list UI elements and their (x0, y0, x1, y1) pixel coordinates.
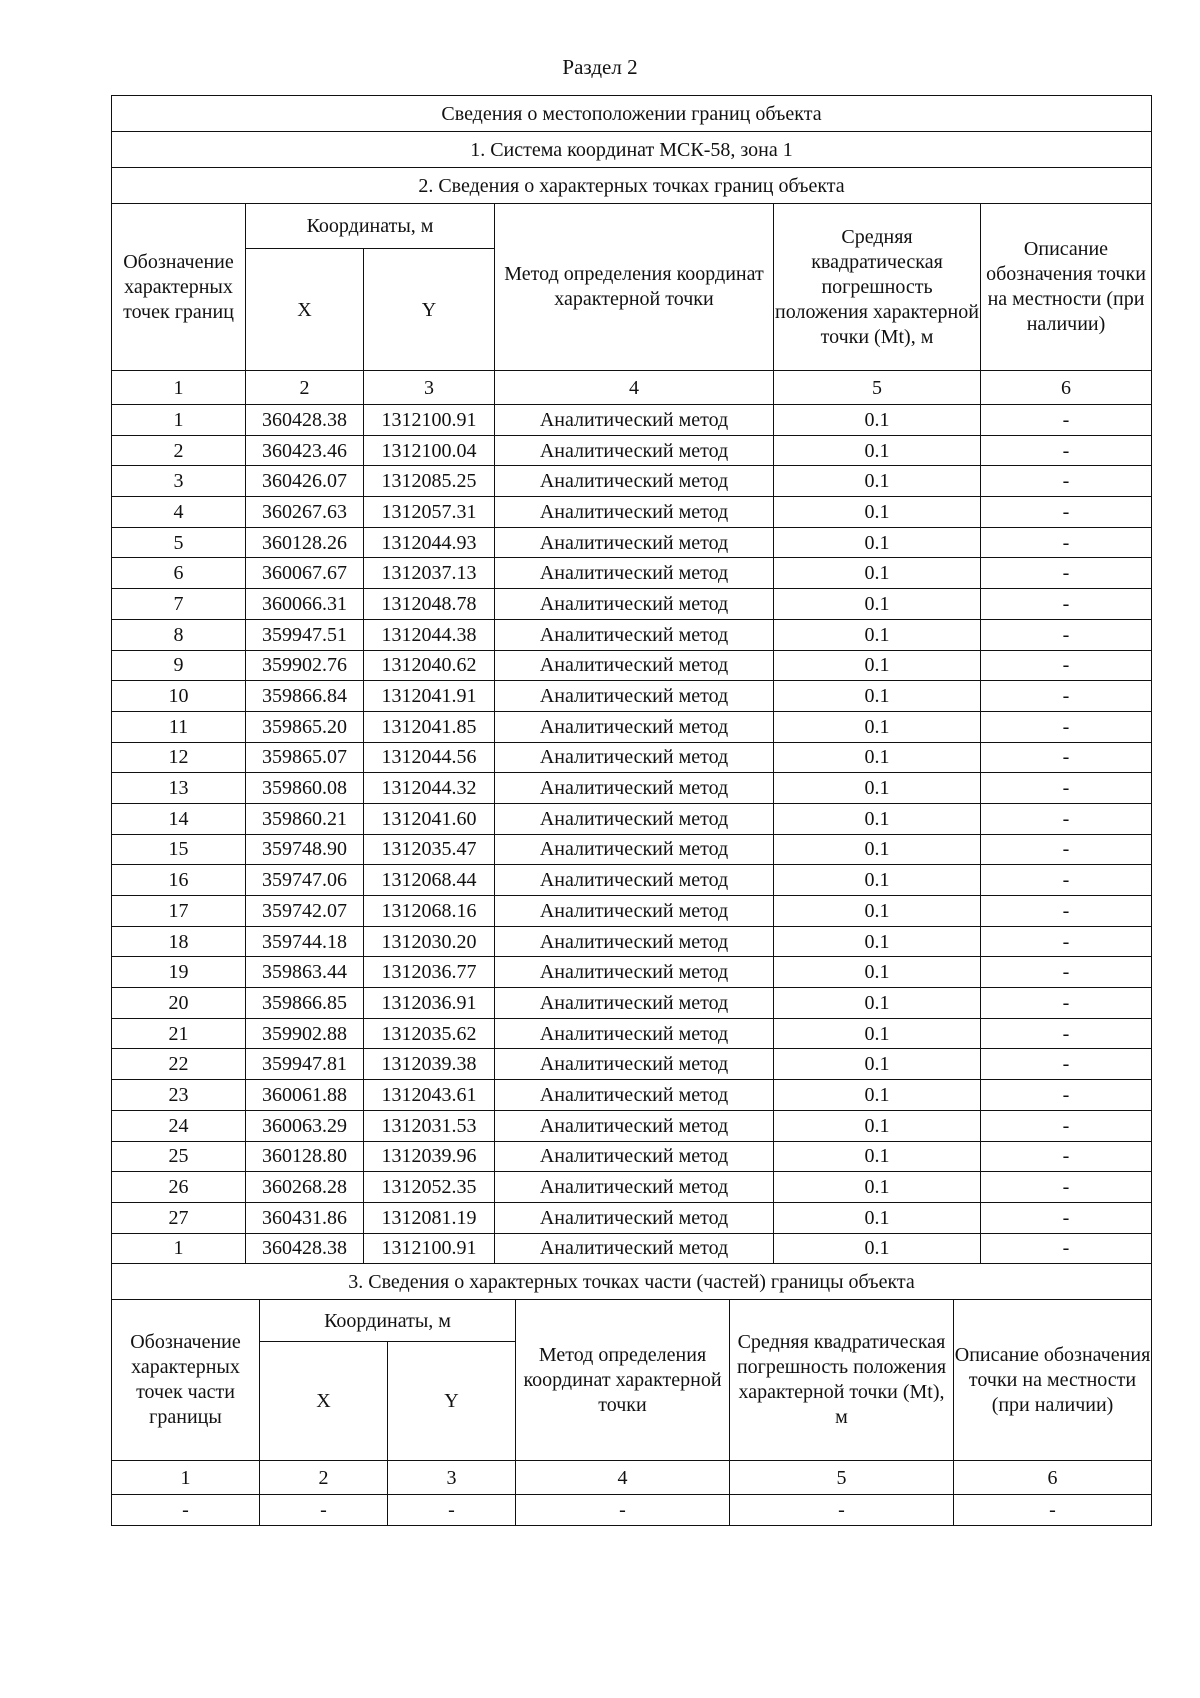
x-cell: 359747.06 (246, 865, 364, 896)
y-cell: 1312052.35 (364, 1172, 495, 1203)
accuracy-cell: 0.1 (774, 1141, 981, 1172)
y-cell: 1312041.60 (364, 803, 495, 834)
point-id-cell: 21 (112, 1018, 246, 1049)
header-accuracy: Средняя квадратическая погрешность положения характерной точки (Mt), м (730, 1300, 954, 1461)
point-id-cell: 25 (112, 1141, 246, 1172)
x-cell: 360431.86 (246, 1202, 364, 1233)
accuracy-cell: 0.1 (774, 1049, 981, 1080)
description-cell: - (981, 742, 1152, 773)
header-y: Y (388, 1342, 516, 1461)
accuracy-cell: 0.1 (774, 711, 981, 742)
accuracy-cell: 0.1 (774, 896, 981, 927)
x-cell: 359902.88 (246, 1018, 364, 1049)
accuracy-cell: 0.1 (774, 1233, 981, 1264)
method-cell: Аналитический метод (495, 527, 774, 558)
x-cell: 359866.85 (246, 988, 364, 1019)
x-cell: 360426.07 (246, 466, 364, 497)
table-row (112, 589, 1152, 620)
x-cell: 359865.07 (246, 742, 364, 773)
x-cell: 360067.67 (246, 558, 364, 589)
y-cell: - (388, 1495, 516, 1526)
column-number: 3 (364, 371, 495, 405)
point-id-cell: 27 (112, 1202, 246, 1233)
description-cell: - (981, 865, 1152, 896)
accuracy-cell: 0.1 (774, 681, 981, 712)
table-row (112, 435, 1152, 466)
description-cell: - (981, 834, 1152, 865)
table-row (112, 1049, 1152, 1080)
accuracy-cell: 0.1 (774, 435, 981, 466)
column-number: 2 (260, 1461, 388, 1495)
table-row (112, 865, 1152, 896)
x-cell: 360423.46 (246, 435, 364, 466)
x-cell: 359860.21 (246, 803, 364, 834)
y-cell: 1312036.91 (364, 988, 495, 1019)
y-cell: 1312039.38 (364, 1049, 495, 1080)
method-cell: Аналитический метод (495, 650, 774, 681)
accuracy-cell: 0.1 (774, 1110, 981, 1141)
x-cell: 360061.88 (246, 1080, 364, 1111)
x-cell: - (260, 1495, 388, 1526)
method-cell: Аналитический метод (495, 1172, 774, 1203)
accuracy-cell: 0.1 (774, 1018, 981, 1049)
description-cell: - (981, 589, 1152, 620)
table-row (112, 650, 1152, 681)
x-cell: 359863.44 (246, 957, 364, 988)
table-row (112, 1495, 1152, 1526)
section-title: Раздел 2 (562, 55, 638, 79)
column-number: 1 (112, 1461, 260, 1495)
description-cell: - (981, 1018, 1152, 1049)
table-row (112, 558, 1152, 589)
point-id-cell: 24 (112, 1110, 246, 1141)
method-cell: Аналитический метод (495, 1049, 774, 1080)
x-cell: 360128.80 (246, 1141, 364, 1172)
table-row (112, 896, 1152, 927)
point-id-cell: 6 (112, 558, 246, 589)
point-id-cell: 1 (112, 1233, 246, 1264)
point-id-cell: 5 (112, 527, 246, 558)
point-id-cell: 18 (112, 926, 246, 957)
y-cell: 1312100.04 (364, 435, 495, 466)
method-cell: Аналитический метод (495, 681, 774, 712)
description-cell: - (981, 773, 1152, 804)
table-row (112, 681, 1152, 712)
table-row (112, 1080, 1152, 1111)
table-row (112, 773, 1152, 804)
header-y: Y (364, 249, 495, 371)
description-cell: - (981, 711, 1152, 742)
column-number-row (112, 1461, 1152, 1495)
point-id-cell: 23 (112, 1080, 246, 1111)
y-cell: 1312040.62 (364, 650, 495, 681)
method-cell: Аналитический метод (495, 926, 774, 957)
header-x: X (260, 1342, 388, 1461)
x-cell: 360066.31 (246, 589, 364, 620)
x-cell: 360128.26 (246, 527, 364, 558)
description-cell: - (981, 957, 1152, 988)
column-number: 6 (954, 1461, 1152, 1495)
description-cell: - (981, 619, 1152, 650)
point-id-cell: - (112, 1495, 260, 1526)
part-heading: 3. Сведения о характерных точках части (частей) границы объекта (112, 1264, 1152, 1300)
point-id-cell: 17 (112, 896, 246, 927)
accuracy-cell: 0.1 (774, 1080, 981, 1111)
method-cell: Аналитический метод (495, 865, 774, 896)
column-number: 4 (516, 1461, 730, 1495)
point-id-cell: 16 (112, 865, 246, 896)
table-row (112, 497, 1152, 528)
table-row (112, 957, 1152, 988)
table-row (112, 466, 1152, 497)
description-cell: - (981, 896, 1152, 927)
accuracy-cell: 0.1 (774, 803, 981, 834)
method-cell: Аналитический метод (495, 497, 774, 528)
table-row (112, 834, 1152, 865)
column-number: 3 (388, 1461, 516, 1495)
x-cell: 359748.90 (246, 834, 364, 865)
point-id-cell: 2 (112, 435, 246, 466)
method-cell: - (516, 1495, 730, 1526)
method-cell: Аналитический метод (495, 405, 774, 436)
description-cell: - (981, 466, 1152, 497)
y-cell: 1312039.96 (364, 1141, 495, 1172)
point-id-cell: 11 (112, 711, 246, 742)
table-row (112, 926, 1152, 957)
accuracy-cell: 0.1 (774, 527, 981, 558)
x-cell: 359742.07 (246, 896, 364, 927)
x-cell: 359865.20 (246, 711, 364, 742)
description-cell: - (981, 1141, 1152, 1172)
point-id-cell: 15 (112, 834, 246, 865)
header-coordinates: Координаты, м (260, 1300, 516, 1342)
description-cell: - (981, 1080, 1152, 1111)
table-row (112, 619, 1152, 650)
y-cell: 1312044.56 (364, 742, 495, 773)
header-designation: Обозначение характерных точек границ (112, 204, 246, 371)
method-cell: Аналитический метод (495, 988, 774, 1019)
point-id-cell: 13 (112, 773, 246, 804)
y-cell: 1312041.91 (364, 681, 495, 712)
accuracy-cell: 0.1 (774, 988, 981, 1019)
table-row (112, 1110, 1152, 1141)
table-row (112, 527, 1152, 558)
description-cell: - (981, 527, 1152, 558)
method-cell: Аналитический метод (495, 957, 774, 988)
description-cell: - (981, 1233, 1152, 1264)
column-number: 4 (495, 371, 774, 405)
description-cell: - (954, 1495, 1152, 1526)
accuracy-cell: 0.1 (774, 926, 981, 957)
table-row (112, 742, 1152, 773)
y-cell: 1312081.19 (364, 1202, 495, 1233)
point-id-cell: 4 (112, 497, 246, 528)
description-cell: - (981, 497, 1152, 528)
x-cell: 359947.81 (246, 1049, 364, 1080)
description-cell: - (981, 405, 1152, 436)
description-cell: - (981, 681, 1152, 712)
header-designation: Обозначение характерных точек части границы (112, 1300, 260, 1461)
method-cell: Аналитический метод (495, 466, 774, 497)
point-id-cell: 19 (112, 957, 246, 988)
table-row (112, 1172, 1152, 1203)
column-number: 5 (730, 1461, 954, 1495)
point-id-cell: 3 (112, 466, 246, 497)
header-description: Описание обозначения точки на местности (при наличии) (981, 204, 1152, 371)
point-id-cell: 9 (112, 650, 246, 681)
point-id-cell: 8 (112, 619, 246, 650)
x-cell: 359744.18 (246, 926, 364, 957)
y-cell: 1312036.77 (364, 957, 495, 988)
description-cell: - (981, 558, 1152, 589)
point-id-cell: 10 (112, 681, 246, 712)
accuracy-cell: 0.1 (774, 773, 981, 804)
accuracy-cell: 0.1 (774, 742, 981, 773)
y-cell: 1312041.85 (364, 711, 495, 742)
description-cell: - (981, 988, 1152, 1019)
table-row (112, 1141, 1152, 1172)
method-cell: Аналитический метод (495, 558, 774, 589)
x-cell: 359860.08 (246, 773, 364, 804)
x-cell: 360428.38 (246, 1233, 364, 1264)
method-cell: Аналитический метод (495, 1080, 774, 1111)
y-cell: 1312068.44 (364, 865, 495, 896)
y-cell: 1312057.31 (364, 497, 495, 528)
y-cell: 1312044.38 (364, 619, 495, 650)
accuracy-cell: 0.1 (774, 957, 981, 988)
y-cell: 1312035.62 (364, 1018, 495, 1049)
points-heading: 2. Сведения о характерных точках границ объекта (112, 168, 1152, 204)
description-cell: - (981, 435, 1152, 466)
part-boundary-points-table (111, 1263, 1152, 1526)
table-row (112, 988, 1152, 1019)
y-cell: 1312031.53 (364, 1110, 495, 1141)
description-cell: - (981, 926, 1152, 957)
description-cell: - (981, 1049, 1152, 1080)
description-cell: - (981, 803, 1152, 834)
header-method: Метод определения координат характерной точки (516, 1300, 730, 1461)
coordinate-system: 1. Система координат МСК-58, зона 1 (112, 132, 1152, 168)
accuracy-cell: 0.1 (774, 865, 981, 896)
y-cell: 1312030.20 (364, 926, 495, 957)
method-cell: Аналитический метод (495, 1233, 774, 1264)
method-cell: Аналитический метод (495, 834, 774, 865)
accuracy-cell: 0.1 (774, 1172, 981, 1203)
table-row (112, 803, 1152, 834)
accuracy-cell: 0.1 (774, 466, 981, 497)
accuracy-cell: 0.1 (774, 558, 981, 589)
accuracy-cell: 0.1 (774, 1202, 981, 1233)
column-number: 2 (246, 371, 364, 405)
y-cell: 1312100.91 (364, 1233, 495, 1264)
description-cell: - (981, 1110, 1152, 1141)
method-cell: Аналитический метод (495, 435, 774, 466)
x-cell: 360267.63 (246, 497, 364, 528)
y-cell: 1312085.25 (364, 466, 495, 497)
point-id-cell: 22 (112, 1049, 246, 1080)
accuracy-cell: 0.1 (774, 497, 981, 528)
point-id-cell: 1 (112, 405, 246, 436)
y-cell: 1312037.13 (364, 558, 495, 589)
accuracy-cell: 0.1 (774, 619, 981, 650)
column-number: 5 (774, 371, 981, 405)
x-cell: 359902.76 (246, 650, 364, 681)
x-cell: 359947.51 (246, 619, 364, 650)
table-row (112, 711, 1152, 742)
method-cell: Аналитический метод (495, 896, 774, 927)
y-cell: 1312068.16 (364, 896, 495, 927)
method-cell: Аналитический метод (495, 1141, 774, 1172)
table-row (112, 1233, 1152, 1264)
x-cell: 360063.29 (246, 1110, 364, 1141)
y-cell: 1312100.91 (364, 405, 495, 436)
column-number-row (112, 371, 1152, 405)
y-cell: 1312043.61 (364, 1080, 495, 1111)
header-x: X (246, 249, 364, 371)
table-row (112, 405, 1152, 436)
description-cell: - (981, 650, 1152, 681)
y-cell: 1312035.47 (364, 834, 495, 865)
point-id-cell: 20 (112, 988, 246, 1019)
method-cell: Аналитический метод (495, 803, 774, 834)
method-cell: Аналитический метод (495, 1202, 774, 1233)
method-cell: Аналитический метод (495, 742, 774, 773)
column-number: 6 (981, 371, 1152, 405)
method-cell: Аналитический метод (495, 773, 774, 804)
method-cell: Аналитический метод (495, 1110, 774, 1141)
point-id-cell: 12 (112, 742, 246, 773)
y-cell: 1312048.78 (364, 589, 495, 620)
column-number: 1 (112, 371, 246, 405)
accuracy-cell: - (730, 1495, 954, 1526)
point-id-cell: 26 (112, 1172, 246, 1203)
accuracy-cell: 0.1 (774, 650, 981, 681)
y-cell: 1312044.32 (364, 773, 495, 804)
method-cell: Аналитический метод (495, 711, 774, 742)
header-coordinates: Координаты, м (246, 204, 495, 249)
accuracy-cell: 0.1 (774, 589, 981, 620)
accuracy-cell: 0.1 (774, 405, 981, 436)
point-id-cell: 14 (112, 803, 246, 834)
x-cell: 359866.84 (246, 681, 364, 712)
header-accuracy: Средняя квадратическая погрешность положения характерной точки (Mt), м (774, 204, 981, 371)
table-row (112, 1202, 1152, 1233)
description-cell: - (981, 1202, 1152, 1233)
header-description: Описание обозначения точки на местности (при наличии) (954, 1300, 1152, 1461)
y-cell: 1312044.93 (364, 527, 495, 558)
method-cell: Аналитический метод (495, 1018, 774, 1049)
table-row (112, 1018, 1152, 1049)
description-cell: - (981, 1172, 1152, 1203)
accuracy-cell: 0.1 (774, 834, 981, 865)
heading: Сведения о местоположении границ объекта (112, 96, 1152, 132)
boundary-points-table (111, 95, 1152, 1264)
header-method: Метод определения координат характерной точки (495, 204, 774, 371)
point-id-cell: 7 (112, 589, 246, 620)
x-cell: 360428.38 (246, 405, 364, 436)
method-cell: Аналитический метод (495, 589, 774, 620)
method-cell: Аналитический метод (495, 619, 774, 650)
x-cell: 360268.28 (246, 1172, 364, 1203)
